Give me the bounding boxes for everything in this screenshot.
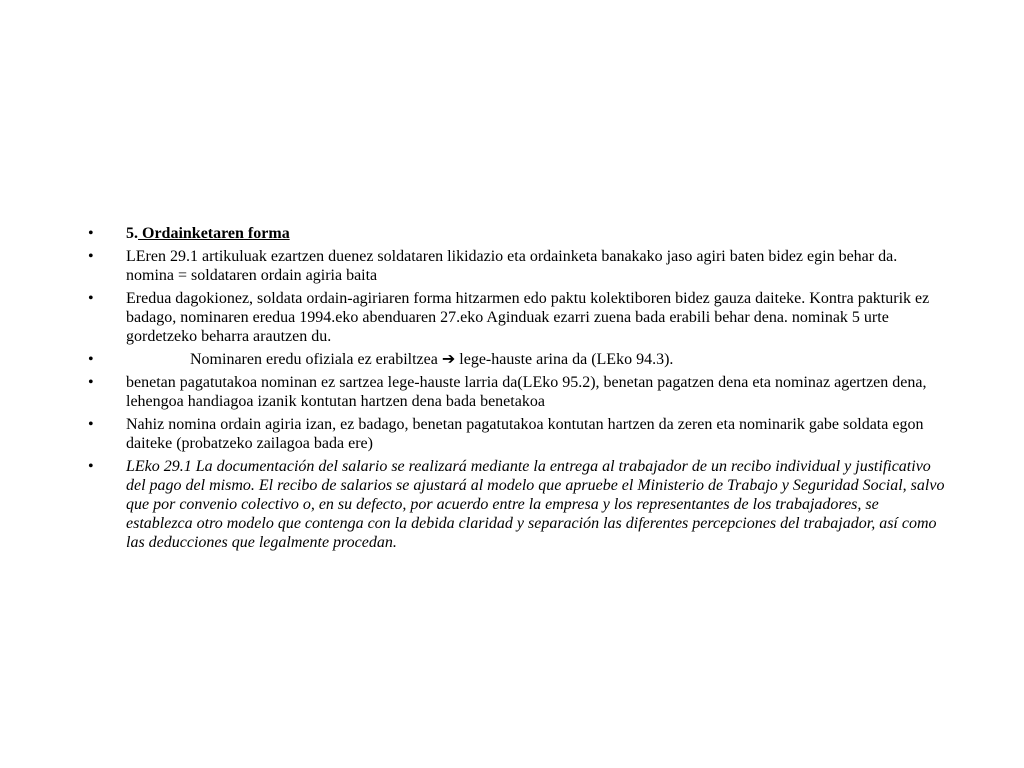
bullet-icon: • <box>88 351 94 368</box>
bullet-text: benetan pagatutakoa nominan ez sartzea lege-hauste larria da(LEko 95.2), benetan pagatzen dena eta nominaz agertzen dena, lehengoa handiagoa izanik kontutan hartzen dena bada benetakoa <box>126 374 927 410</box>
bullet-item-5 <box>88 415 948 453</box>
bullet-icon: • <box>88 374 94 391</box>
bullet-item-2 <box>88 289 948 346</box>
section-title: Ordainketaren forma <box>138 225 290 242</box>
bullet-text: LEren 29.1 artikuluak ezartzen duenez soldataren likidazio eta ordainketa banakako jaso agiri baten bidez egin behar da. nomina = soldataren ordain agiria baita <box>126 248 898 284</box>
bullet-icon: • <box>88 225 94 242</box>
bullet-icon: • <box>88 290 94 307</box>
bullet-text: Eredua dagokionez, soldata ordain-agiriaren forma hitzarmen edo paktu kolektiboren bidez gauza daiteke. Kontra pakturik ez badago, nominaren eredua 1994.eko abenduaren 27.eko Aginduak ezarri zuena bada erabili behar dena. nominak 5 urte gordetzeko beharra arautzen du. <box>126 290 930 345</box>
arrow-right-icon: ➔ <box>441 351 456 368</box>
bullet-item-heading <box>88 224 948 243</box>
bullet-item-4 <box>88 373 948 411</box>
bullet-icon: • <box>88 416 94 433</box>
legal-quote-text: LEko 29.1 La documentación del salario se realizará mediante la entrega al trabajador de un recibo individual y justificativo del pago del mismo. El recibo de salarios se ajustará al modelo que apruebe el Ministerio de Trabajo y Seguridad Social, salvo que por convenio colectivo o, en su defecto, por acuerdo entre la empresa y los representantes de los trabajadores, se establezca otro modelo que contenga con la debida claridad y separación las diferentes percepciones del trabajador, así como las deducciones que legalmente procedan. <box>126 458 945 551</box>
bullet-text: Nahiz nomina ordain agiria izan, ez badago, benetan pagatutakoa kontutan hartzen da zeren eta nominarik gabe soldata egon daiteke (probatzeko zailagoa bada ere) <box>126 416 924 452</box>
bullet-text: Nominaren eredu ofiziala ez erabiltzea <box>190 351 438 368</box>
bullet-icon: • <box>88 458 94 475</box>
bullet-item-3 <box>88 350 948 369</box>
bullet-item-1 <box>88 247 948 285</box>
bullet-icon: • <box>88 248 94 265</box>
section-number: 5. <box>126 225 138 242</box>
bullet-text-continued: lege-hauste arina da (LEko 94.3). <box>455 351 674 368</box>
bullet-list <box>88 224 948 556</box>
bullet-item-6 <box>88 457 948 552</box>
